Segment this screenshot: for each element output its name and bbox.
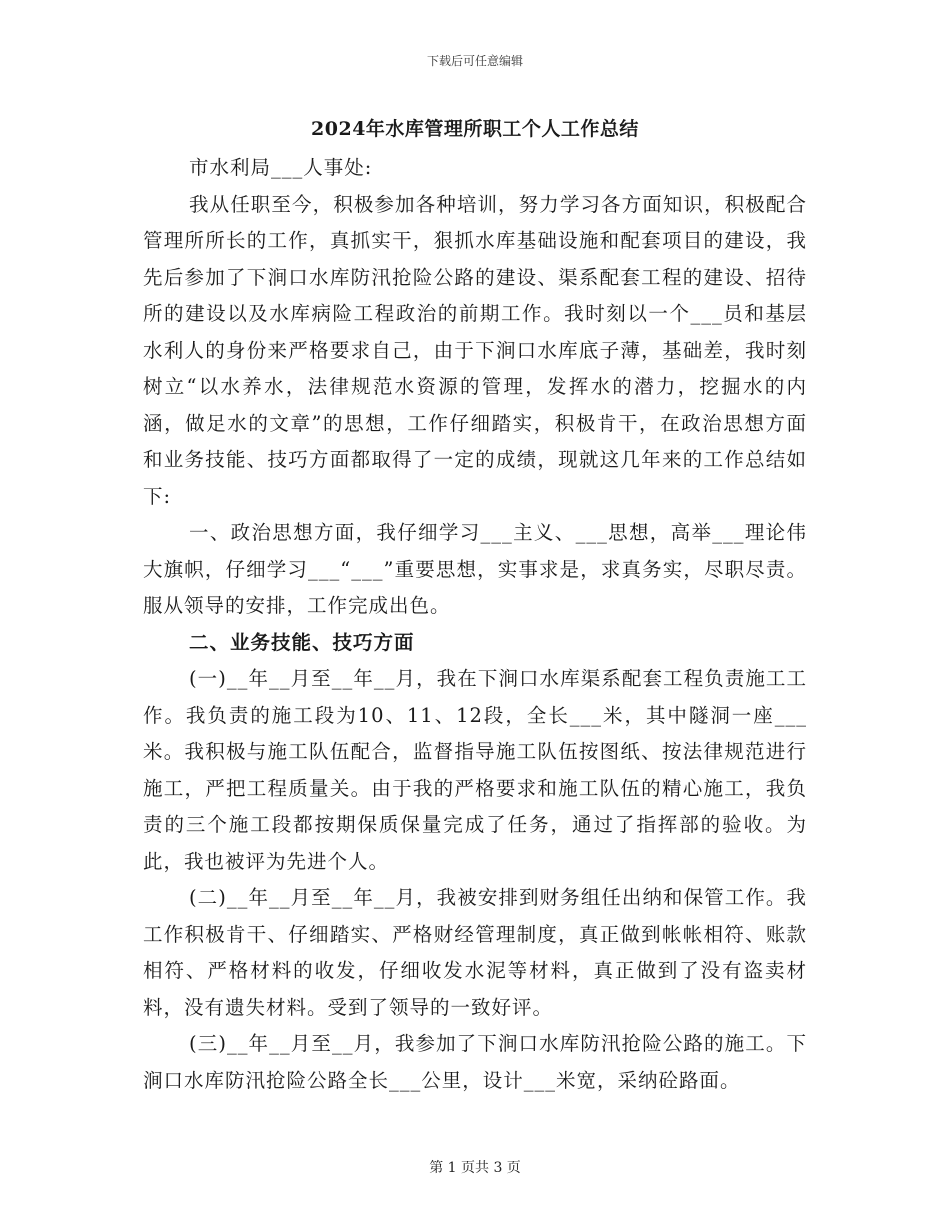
section-item-2: (二)__年__月至__年__月，我被安排到财务组任出纳和保管工作。我工作积极肯干、仔细踏实、严格财经管理制度，真正做到帐帐相符、账款相符、严格材料的收发，仔细收发水泥等材料，真正做到了没有盗卖材料，没有遗失材料。受到了领导的一致好评。 xyxy=(143,886,807,1019)
intro-paragraph: 我从任职至今，积极参加各种培训，努力学习各方面知识，积极配合管理所所长的工作，真抓实干，狠抓水库基础设施和配套项目的建设，我先后参加了下涧口水库防汛抢险公路的建设、渠系配套工程的建设、招待所的建设以及水库病险工程政治的前期工作。我时刻以一个___员和基层水利人的身份来严格要求自己，由于下涧口水库底子薄，基础差，我时刻树立“以水养水，法律规范水资源的管理，发挥水的潜力，挖掘水的内涵，做足水的文章”的思想，工作仔细踏实，积极肯干，在政治思想方面和业务技能、技巧方面都取得了一定的成绩，现就这几年来的工作总结如下: xyxy=(143,192,807,508)
section-item-3: (三)__年__月至__月，我参加了下涧口水库防汛抢险公路的施工。下涧口水库防汛抢险公路全长___公里，设计___米宽，采纳砼路面。 xyxy=(143,1032,807,1092)
salutation: 市水利局___人事处: xyxy=(189,156,373,179)
section-item-1: (一)__年__月至__年__月，我在下涧口水库渠系配套工程负责施工工作。我负责的施工段为10、11、12段，全长___米，其中隧洞一座___米。我积极与施工队伍配合，监督指导施工队伍按图纸、按法律规范进行施工，严把工程质量关。由于我的严格要求和施工队伍的精心施工，我负责的三个施工段都按期保质保量完成了任务，通过了指挥部的验收。为此，我也被评为先进个人。 xyxy=(143,667,807,873)
document-body xyxy=(143,150,807,1099)
document-title: 2024年水库管理所职工个人工作总结 xyxy=(311,118,639,140)
page-header-note: 下载后可任意编辑 xyxy=(426,54,523,68)
section-heading: 二、业务技能、技巧方面 xyxy=(189,630,415,654)
page-footer: 第 1 页共 3 页 xyxy=(429,1160,521,1176)
political-section-paragraph: 一、政治思想方面，我仔细学习___主义、___思想，高举___理论伟大旗帜，仔细学习___“___”重要思想，实事求是，求真务实，尽职尽责。服从领导的安排，工作完成出色。 xyxy=(143,521,807,617)
